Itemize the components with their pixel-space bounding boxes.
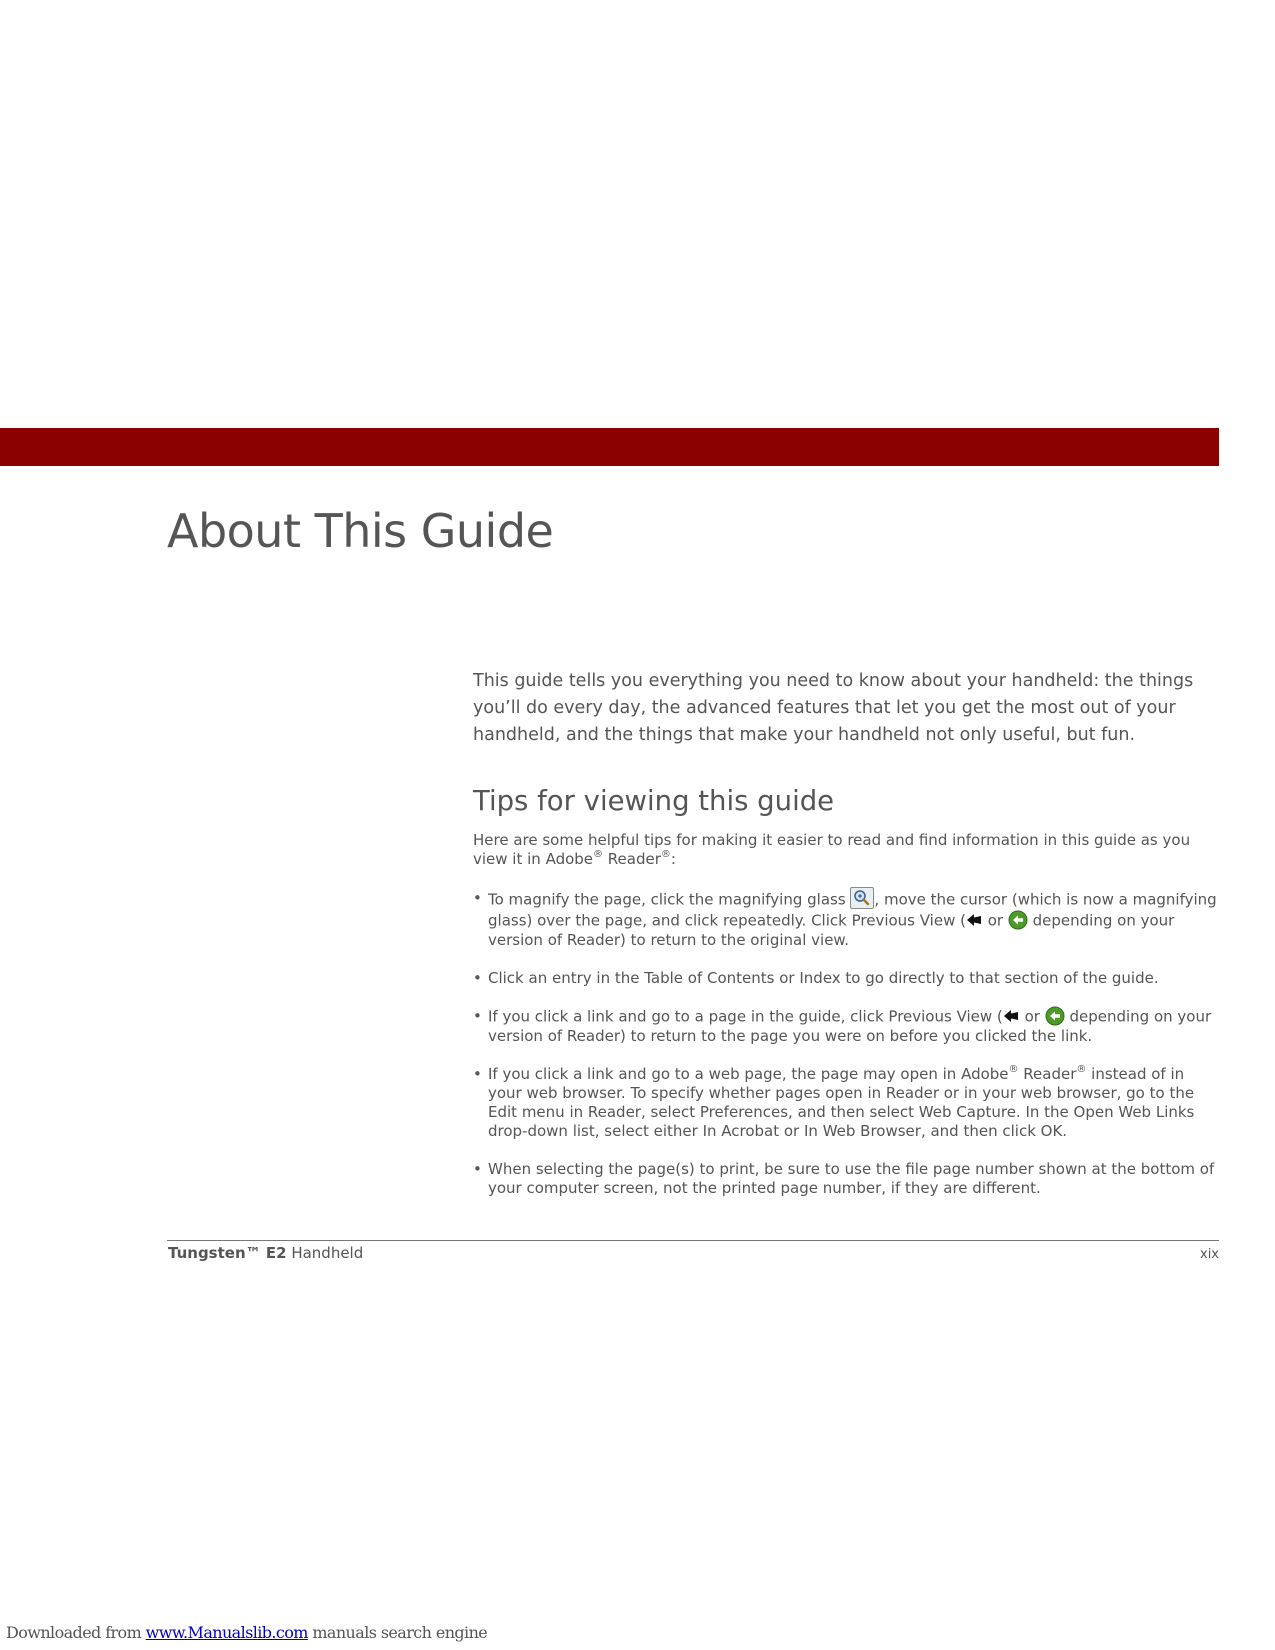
registered-mark: ®: [1076, 1064, 1087, 1075]
previous-view-arrow-icon: [1003, 1009, 1020, 1023]
previous-view-green-icon: [1045, 1006, 1065, 1026]
tip-previous-view: [473, 1007, 1219, 1046]
previous-view-green-icon: [1008, 910, 1028, 930]
registered-mark: ®: [660, 849, 671, 860]
tip-text: instead of in your web browser. To specify whether pages open in Reader or in your web browser, go to the Edit menu in Reader, select Preferences, and then select Web Capture. In the Open Web Links drop-down list, select either In Acrobat or In Web Browser, and then click OK.: [488, 1065, 1195, 1140]
section-heading: Tips for viewing this guide: [473, 785, 835, 817]
footer-divider: [167, 1240, 1219, 1241]
registered-mark: ®: [1008, 1064, 1019, 1075]
tip-text: If you click a link and go to a web page, the page may open in Adobe: [488, 1065, 1009, 1083]
chapter-header-band: [0, 428, 1219, 466]
page-number: xix: [1200, 1247, 1219, 1262]
tip-text: or: [982, 911, 1008, 930]
manualslib-link[interactable]: www.Manualslib.com: [145, 1623, 308, 1642]
tips-lead-paragraph: [473, 831, 1219, 869]
bullet: •: [473, 1160, 482, 1178]
tip-table-of-contents: [473, 969, 1219, 988]
tip-printing: [473, 1160, 1219, 1198]
bullet: •: [473, 1007, 482, 1025]
tip-magnify: [473, 889, 1219, 950]
download-suffix: manuals search engine: [307, 1623, 488, 1642]
tips-list: [473, 889, 1219, 1198]
tip-text: , move the cursor (which is now a magnifying glass) over the page, and click repeatedly. Click Previous View (: [488, 890, 1217, 930]
lead-text: Here are some helpful tips for making it easier to read and find information in this guide as you view it in Adobe: [473, 831, 1191, 868]
tip-text: depending on your version of Reader) to return to the original view.: [488, 911, 1175, 949]
footer-product: Handheld: [286, 1244, 364, 1262]
tip-text: When selecting the page(s) to print, be sure to use the file page number shown at the bottom of your computer screen, not the printed page number, if they are different.: [488, 1160, 1215, 1197]
download-attribution: [6, 1623, 487, 1642]
tip-text: To magnify the page, click the magnifying glass: [488, 890, 851, 909]
intro-paragraph: This guide tells you everything you need to know about your handheld: the things you’ll do every day, the advanced features that let you get the most out of your handheld, and the things that make your handheld not only useful, but fun.: [473, 671, 1194, 745]
previous-view-arrow-icon: [966, 913, 983, 927]
registered-mark: ®: [593, 849, 604, 860]
footer-product-name: [168, 1244, 363, 1262]
download-prefix: Downloaded from: [6, 1623, 146, 1642]
footer-model: Tungsten™ E2: [168, 1244, 287, 1262]
lead-text: :: [670, 850, 676, 868]
bullet: •: [473, 889, 482, 907]
main-content: [473, 668, 1219, 1217]
tip-text: Click an entry in the Table of Contents or Index to go directly to that section of the guide.: [488, 969, 1159, 987]
bullet: •: [473, 969, 482, 987]
tip-text: depending on your version of Reader) to return to the page you were on before you clicked the link.: [488, 1007, 1212, 1045]
tip-web-page: [473, 1065, 1219, 1141]
tip-text: Reader: [1018, 1065, 1077, 1083]
tip-text: or: [1019, 1007, 1045, 1026]
bullet: •: [473, 1065, 482, 1083]
tip-text: If you click a link and go to a page in the guide, click Previous View (: [488, 1007, 1003, 1026]
magnifying-glass-icon: [850, 887, 874, 909]
page-title: About This Guide: [167, 504, 554, 558]
lead-text: Reader: [603, 850, 661, 868]
